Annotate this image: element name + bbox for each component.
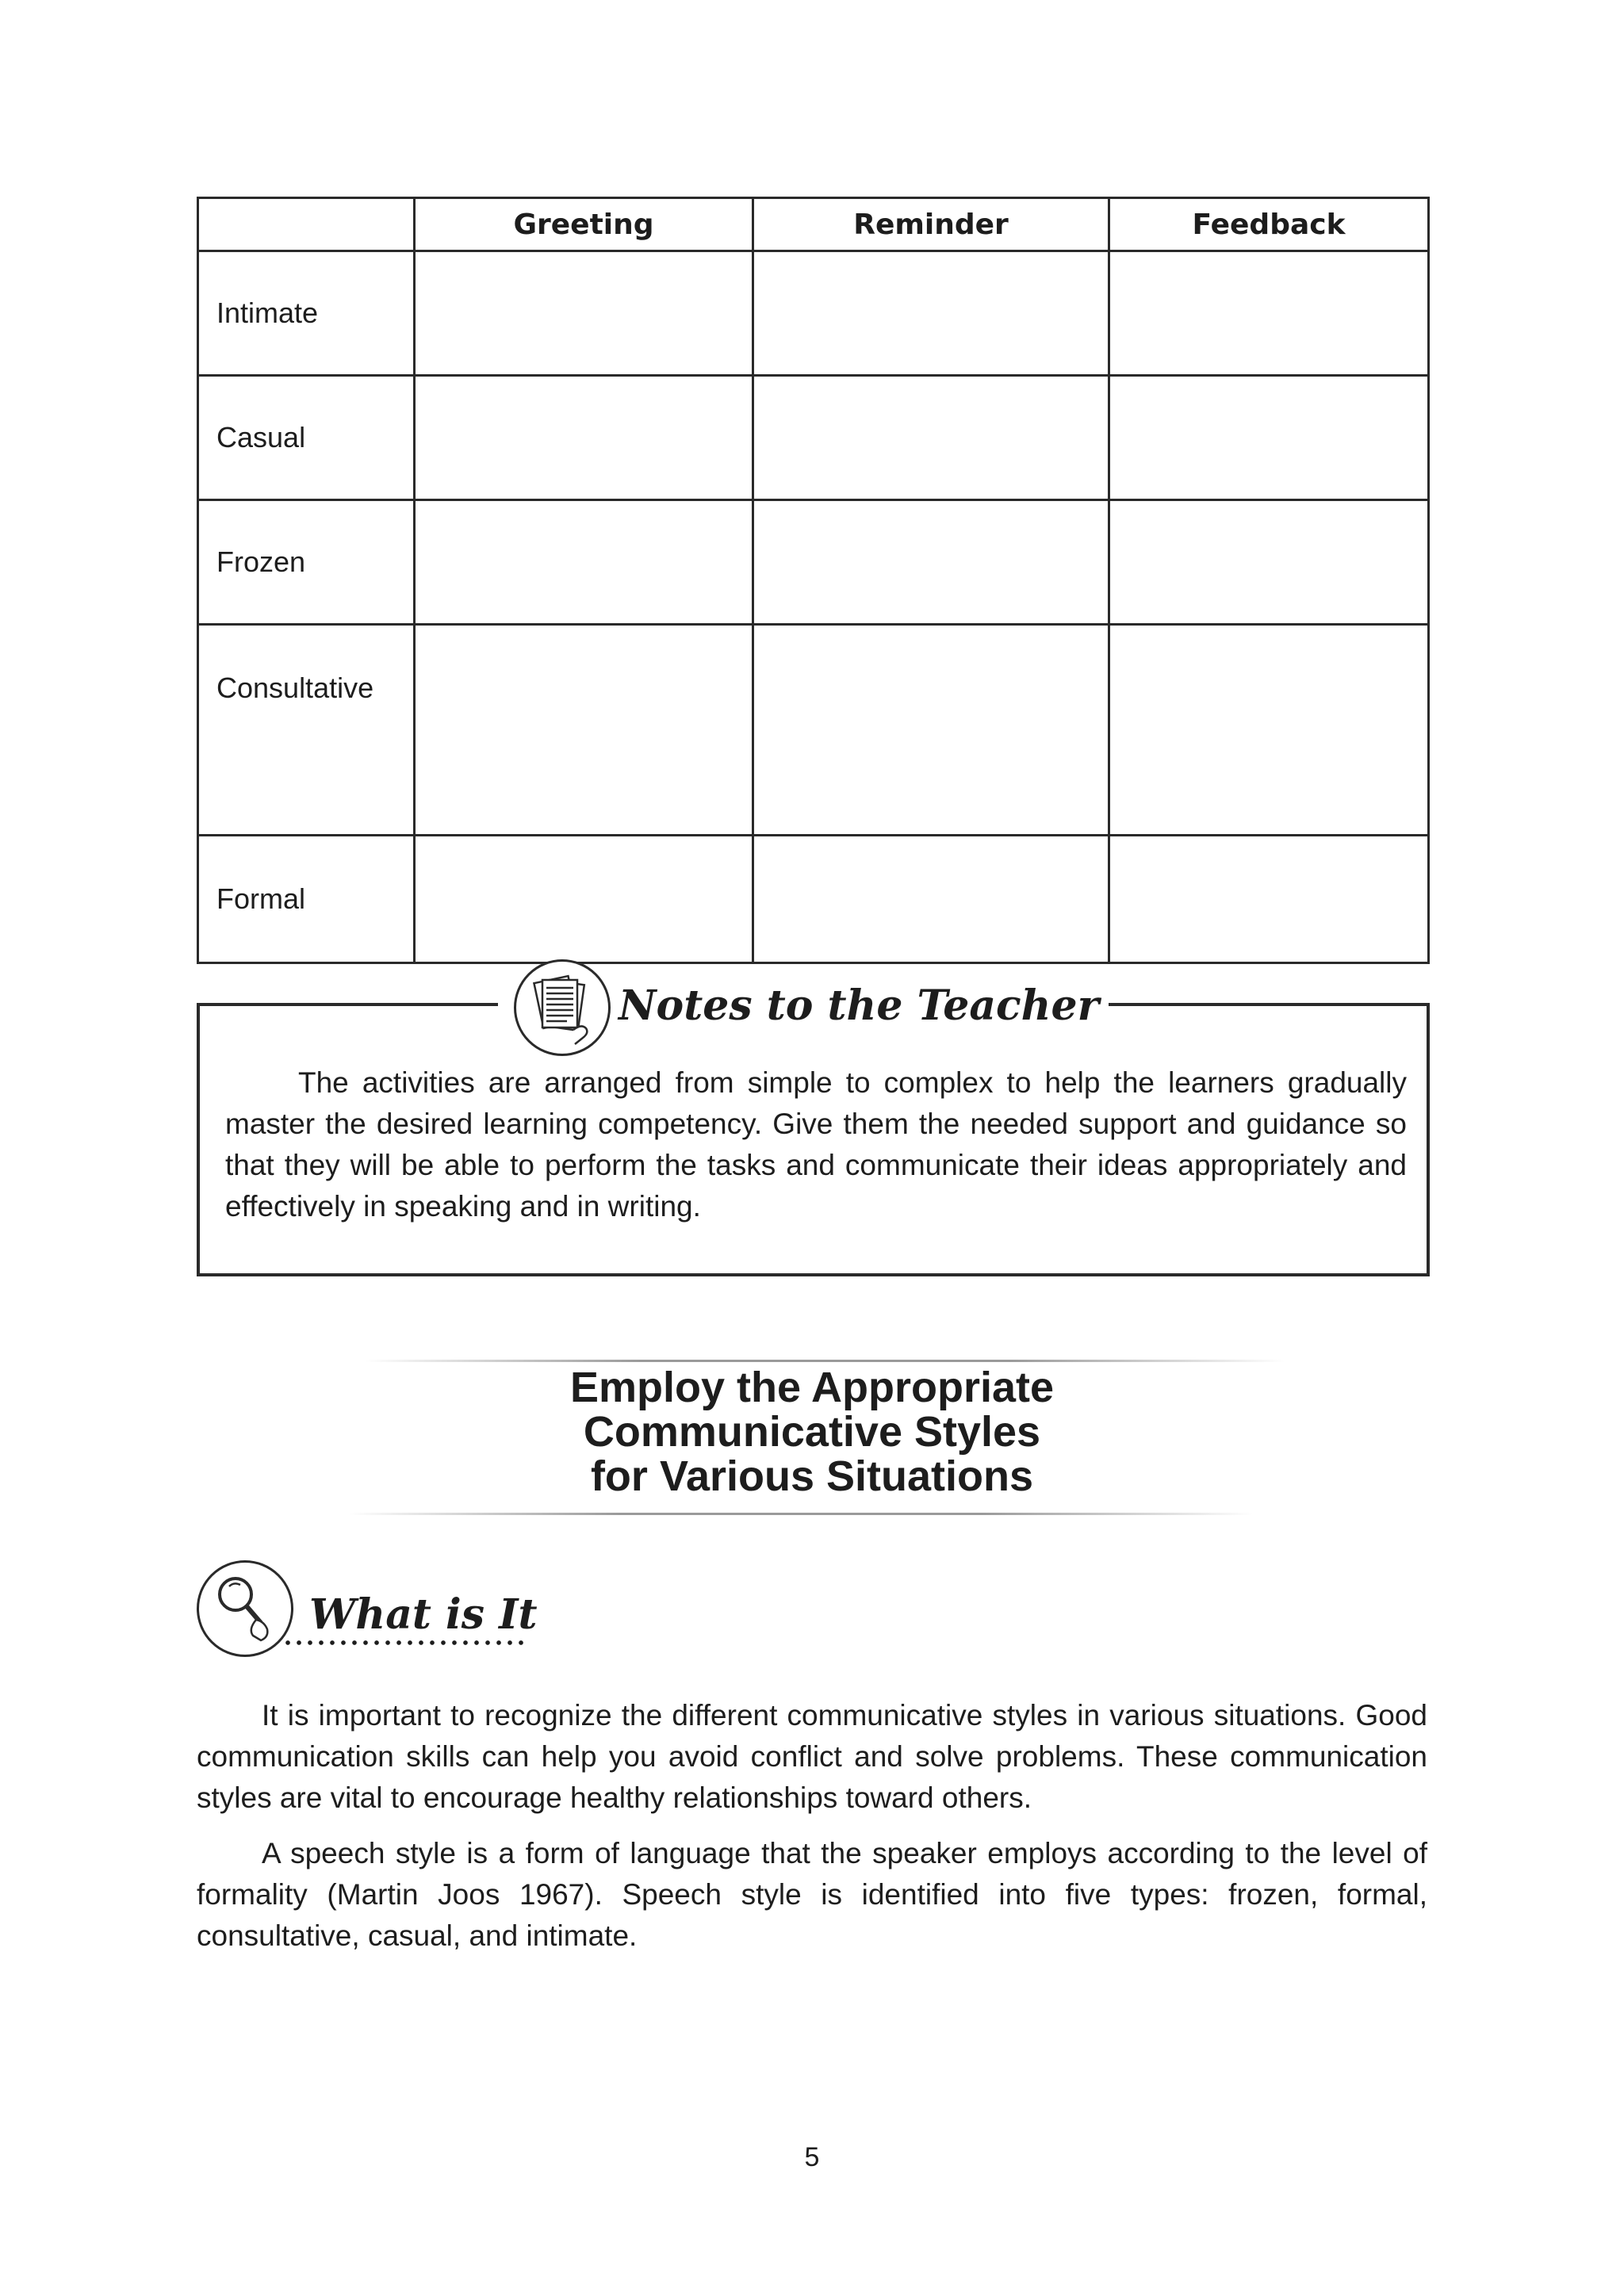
table-row bbox=[198, 625, 1429, 836]
what-is-it-title: What is It bbox=[309, 1590, 538, 1639]
table-row bbox=[198, 500, 1429, 625]
answer-cell bbox=[415, 376, 753, 500]
answer-cell bbox=[415, 500, 753, 625]
answer-cell bbox=[1109, 625, 1429, 836]
section-title-line-1: Employ the Appropriate bbox=[569, 1364, 1055, 1411]
heading-rule-bottom bbox=[349, 1513, 1253, 1515]
heading-rule-top bbox=[365, 1360, 1285, 1362]
body-paragraph-2: A speech style is a form of language that the speaker employs according to the level of formality (Martin Joos 1967). Speech style is identified into five types: frozen, formal, consultative, casual, and intimate. bbox=[197, 1837, 1427, 1952]
answer-cell bbox=[753, 251, 1109, 376]
header-feedback: Feedback bbox=[1109, 198, 1429, 251]
document-papers-icon bbox=[514, 959, 611, 1056]
header-greeting: Greeting bbox=[415, 198, 753, 251]
answer-cell bbox=[415, 836, 753, 963]
answer-cell bbox=[1109, 836, 1429, 963]
header-corner-cell bbox=[198, 198, 415, 251]
answer-cell bbox=[415, 251, 753, 376]
row-label-formal: Formal bbox=[198, 836, 415, 963]
answer-cell bbox=[1109, 251, 1429, 376]
notes-title: Notes to the Teacher bbox=[619, 982, 1099, 1030]
answer-cell bbox=[753, 836, 1109, 963]
answer-cell bbox=[415, 625, 753, 836]
table-row bbox=[198, 376, 1429, 500]
row-label-frozen: Frozen bbox=[198, 500, 415, 625]
table-row bbox=[198, 251, 1429, 376]
table-row bbox=[198, 836, 1429, 963]
answer-cell bbox=[753, 376, 1109, 500]
body-paragraph-1: It is important to recognize the different communicative styles in various situations. Good communication skills can help you avoid conflict and solve problems. These communication styles are vital to encourage healthy relationships toward others. bbox=[197, 1699, 1427, 1814]
row-label-casual: Casual bbox=[198, 376, 415, 500]
answer-cell bbox=[1109, 376, 1429, 500]
section-title-line-3: for Various Situations bbox=[590, 1452, 1034, 1500]
section-title bbox=[0, 1365, 1624, 1498]
magnifying-glass-icon bbox=[197, 1560, 293, 1657]
answer-cell bbox=[753, 625, 1109, 836]
page-number: 5 bbox=[804, 2142, 820, 2172]
notes-text: The activities are arranged from simple to complex to help the learners gradually master the desired learning competency. Give them the needed support and guidance so that they will be able to perform the tasks and communicate their ideas appropriately and effectively in speaking and in writing. bbox=[225, 1066, 1407, 1223]
header-reminder: Reminder bbox=[753, 198, 1109, 251]
answer-cell bbox=[1109, 500, 1429, 625]
section-title-line-2: Communicative Styles bbox=[583, 1408, 1041, 1456]
activity-table bbox=[197, 197, 1430, 964]
answer-cell bbox=[753, 500, 1109, 625]
title-dotted-underline bbox=[282, 1640, 530, 1646]
row-label-intimate: Intimate bbox=[198, 251, 415, 376]
table-header-row bbox=[198, 198, 1429, 251]
row-label-consultative: Consultative bbox=[198, 625, 415, 836]
